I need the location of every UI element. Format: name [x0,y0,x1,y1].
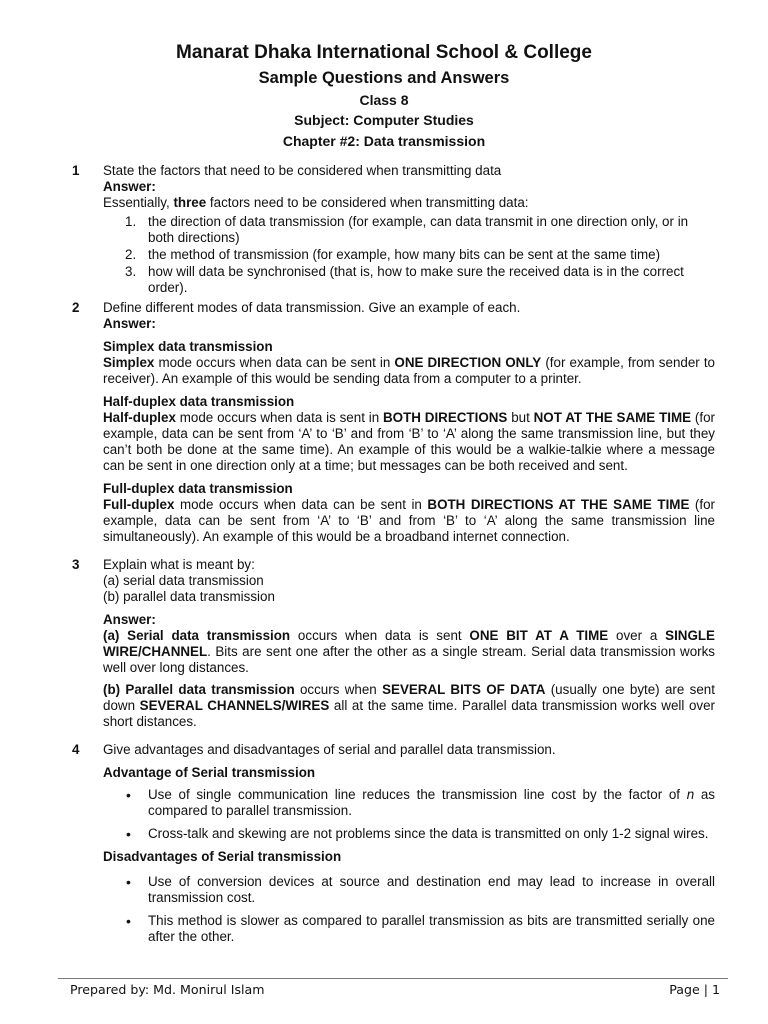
answer-label: Answer: [103,612,156,627]
half-duplex-text: Half-duplex mode occurs when data is sent in BOTH DIRECTIONS but NOT AT THE SAME TIME (for example, data can be sent from ‘A’ to ‘B’ and from ‘B’ to ‘A’ along the same transmission line, but they can’t both be done at the same time). An example of this would be a walkie-talkie where a message can be sent in one direction only at a time; but messages can be both received and sent. [103,410,715,473]
answer-intro: Essentially, three factors need to be considered when transmitting data: [103,195,529,210]
question-4 [0,742,715,945]
question-number: 4 [72,742,80,757]
question-text: Define different modes of data transmission. Give an example of each. [103,300,521,315]
question-number: 3 [72,557,80,572]
question-3 [0,557,715,730]
bullet-icon: • [126,826,131,842]
question-part-b: (b) parallel data transmission [103,589,275,604]
question-number: 1 [72,163,80,178]
factors-list [103,214,715,296]
question-part-a: (a) serial data transmission [103,573,264,588]
bullet-icon: • [126,913,131,929]
list-item: • This method is slower as compared to parallel transmission as bits are transmitted serially one after the other. [126,913,715,944]
full-duplex-section [103,481,715,545]
list-item: 2. the method of transmission (for example, how many bits can be sent at the same time) [125,247,661,262]
answer-label: Answer: [103,179,156,194]
class-label: Class 8 [359,92,409,108]
question-text: Give advantages and disadvantages of serial and parallel data transmission. [103,742,556,757]
serial-answer: (a) Serial data transmission occurs when data is sent ONE BIT AT A TIME over a SINGLE WIRE/CHANNEL. Bits are sent one after the other as a single stream. Serial data transmission works well over long distances. [103,628,715,675]
full-duplex-title: Full-duplex data transmission [103,481,293,496]
footer-prepared-by: Prepared by: Md. Monirul Islam [70,982,265,997]
subject-label: Subject: Computer Studies [294,112,474,128]
chapter-label: Chapter #2: Data transmission [282,133,486,149]
answer-block [103,612,715,730]
question-number: 2 [72,300,80,315]
full-duplex-text: Full-duplex mode occurs when data can be sent in BOTH DIRECTIONS AT THE SAME TIME (for example, data can be sent from ‘A’ to ‘B’ and from ‘B’ to ‘A’ along the same transmission line simultaneously). An example of this would be a broadband internet connection. [103,497,715,544]
list-item: 1. the direction of data transmission (for example, can data transmit in one direction only, or in both directions) [125,214,689,245]
document-subtitle: Sample Questions and Answers [258,69,510,87]
parallel-answer: (b) Parallel data transmission occurs when SEVERAL BITS OF DATA (usually one byte) are sent down SEVERAL CHANNELS/WIRES all at the same time. Parallel data transmission works well over short distances. [103,682,716,729]
half-duplex-section [103,394,715,474]
footer-page-number: Page | 1 [669,982,720,997]
bullet-icon: • [126,787,131,803]
half-duplex-title: Half-duplex data transmission [103,394,295,409]
question-text: Explain what is meant by: [103,557,255,572]
simplex-text: Simplex mode occurs when data can be sent in ONE DIRECTION ONLY (for example, from sender to receiver). An example of this would be sending data from a computer to a printer. [103,355,715,386]
list-item: • Use of conversion devices at source and destination end may lead to increase in overall transmission cost. [126,874,715,905]
advantages-title: Advantage of Serial transmission [103,765,316,780]
question-1 [0,163,715,296]
question-2 [0,300,715,545]
questions-content [0,163,768,952]
list-item: 3. how will data be synchronised (that is, how to make sure the received data is in the correct order). [125,264,684,295]
school-name: Manarat Dhaka International School & College [176,42,592,63]
bullet-icon: • [126,874,131,890]
advantages-list [103,787,715,842]
disadvantages-title: Disadvantages of Serial transmission [103,849,342,864]
disadvantages-list [103,874,715,945]
answer-label: Answer: [103,316,156,331]
question-text: State the factors that need to be considered when transmitting data [103,163,502,178]
simplex-title: Simplex data transmission [103,339,273,354]
footer-divider [58,978,728,979]
list-item: • Use of single communication line reduces the transmission line cost by the factor of n as compared to parallel transmission. [126,787,715,818]
simplex-section [103,339,715,387]
list-item: • Cross-talk and skewing are not problems since the data is transmitted on only 1-2 signal wires. [126,826,709,842]
